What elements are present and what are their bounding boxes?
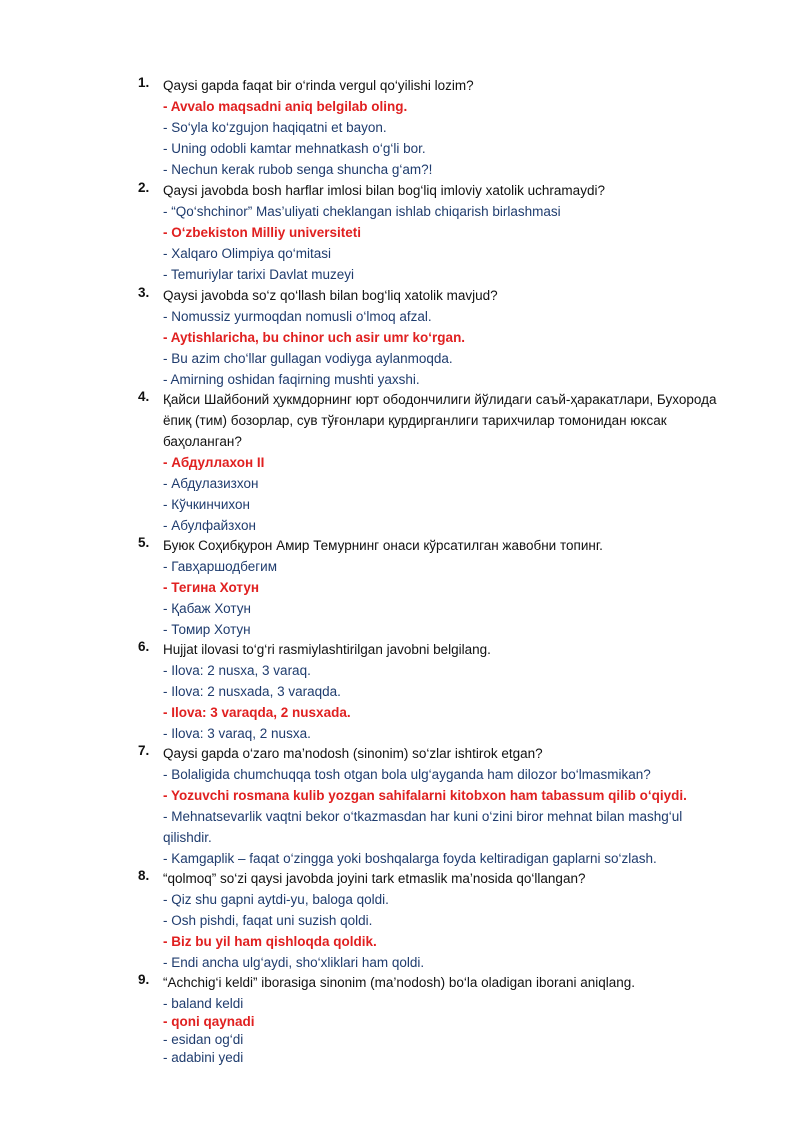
question-text: Буюк Соҳибқурон Амир Темурнинг онаси кўрсатилган жавобни топинг. — [163, 538, 603, 553]
answer-option: - Томир Хотун — [163, 622, 251, 637]
answer-option: - Temuriylar tarixi Davlat muzeyi — [163, 267, 355, 282]
answer-option: - Ilova: 2 nusxada, 3 varaqda. — [163, 684, 341, 699]
question-text: Qaysi javobda so‘z qo‘llash bilan bog‘liq xatolik mavjud? — [163, 288, 498, 303]
answer-option: - Amirning oshidan faqirning mushti yaxshi. — [163, 372, 420, 387]
answer-option: - Osh pishdi, faqat uni suzish qoldi. — [163, 913, 373, 928]
question-number: 7. — [138, 743, 150, 758]
question-text: Qaysi gapda o‘zaro ma’nodosh (sinonim) so‘zlar ishtirok etgan? — [163, 746, 543, 761]
answer-option: - Endi ancha ulg‘aydi, sho‘xliklari ham qoldi. — [163, 955, 425, 970]
answer-option-correct: - O‘zbekiston Milliy universiteti — [163, 225, 362, 240]
question-text-line: ёпиқ (тим) бозорлар, сув тўғонлари қурдирганлиги тарихчилар томонидан юксак — [163, 413, 667, 428]
answer-option-correct: - Aytishlaricha, bu chinor uch asir umr ko‘rgan. — [163, 330, 466, 345]
answer-option: - Bolaligida chumchuqqa tosh otgan bola ulg‘ayganda ham dilozor bo‘lmasmikan? — [163, 767, 651, 782]
answer-option: - Kamgaplik – faqat o‘zingga yoki boshqalarga foyda keltiradigan gaplarni so‘zlash. — [163, 851, 657, 866]
question-text: “Achchig‘i keldi” iborasiga sinonim (ma’nodosh) bo‘la oladigan iborani aniqlang. — [163, 975, 636, 990]
answer-option: - “Qo‘shchinor” Mas’uliyati cheklangan ishlab chiqarish birlashmasi — [163, 204, 561, 219]
answer-option-correct: - Biz bu yil ham qishloqda qoldik. — [163, 934, 377, 949]
question-number: 9. — [138, 972, 150, 987]
answer-option: - Nomussiz yurmoqdan nomusli o‘lmoq afzal. — [163, 309, 432, 324]
answer-option: - Ilova: 3 varaq, 2 nusxa. — [163, 726, 311, 741]
answer-option: - esidan og‘di — [163, 1032, 244, 1047]
question-text-line: баҳоланган? — [163, 434, 242, 449]
answer-option: - Nechun kerak rubob senga shuncha g‘am?! — [163, 162, 433, 177]
question-text: Hujjat ilovasi to‘g‘ri rasmiylashtirilgan javobni belgilang. — [163, 642, 491, 657]
answer-option: - Ilova: 2 nusxa, 3 varaq. — [163, 663, 311, 678]
answer-option: - Uning odobli kamtar mehnatkash o‘g‘li bor. — [163, 141, 426, 156]
question-number: 1. — [138, 75, 150, 90]
answer-option-correct: - qoni qaynadi — [163, 1014, 255, 1029]
answer-option: - adabini yedi — [163, 1050, 244, 1065]
answer-option-continuation: qilishdir. — [163, 830, 212, 845]
answer-option: - Абулфайзхон — [163, 518, 256, 533]
question-text-line: Қайси Шайбоний ҳукмдорнинг юрт ободончилиги йўлидаги саъй-ҳаракатлари, Бухорода — [163, 392, 717, 407]
answer-option: - Гавҳаршодбегим — [163, 559, 277, 574]
answer-option: - Xalqaro Olimpiya qo‘mitasi — [163, 246, 332, 261]
answer-option: - Qiz shu gapni aytdi-yu, baloga qoldi. — [163, 892, 389, 907]
answer-option: - Mehnatsevarlik vaqtni bekor o‘tkazmasdan har kuni o‘zini biror mehnat bilan mashg‘ul — [163, 809, 683, 824]
question-text: “qolmoq” so‘zi qaysi javobda joyini tark etmaslik ma’nosida qo‘llangan? — [163, 871, 586, 886]
answer-option-correct: - Avvalo maqsadni aniq belgilab oling. — [163, 99, 408, 114]
answer-option-correct: - Тегина Хотун — [163, 580, 260, 595]
answer-option: - Bu azim cho‘llar gullagan vodiyga aylanmoqda. — [163, 351, 453, 366]
question-number: 3. — [138, 285, 150, 300]
answer-option-correct: - Ilova: 3 varaqda, 2 nusxada. — [163, 705, 351, 720]
question-number: 4. — [138, 389, 150, 404]
question-number: 2. — [138, 180, 150, 195]
answer-option-correct: - Абдуллахон II — [163, 455, 265, 470]
question-text: Qaysi javobda bosh harflar imlosi bilan bog‘liq imloviy xatolik uchramaydi? — [163, 183, 605, 198]
question-number: 6. — [138, 639, 150, 654]
answer-option: - So‘yla ko‘zgujon haqiqatni et bayon. — [163, 120, 387, 135]
question-text: Qaysi gapda faqat bir o‘rinda vergul qo‘yilishi lozim? — [163, 78, 474, 93]
answer-option-correct: - Yozuvchi rosmana kulib yozgan sahifalarni kitobxon ham tabassum qilib o‘qiydi. — [163, 788, 687, 803]
question-number: 5. — [138, 535, 150, 550]
question-number: 8. — [138, 868, 150, 883]
answer-option: - Абдулазизхон — [163, 476, 259, 491]
answer-option: - Қабаж Хотун — [163, 601, 251, 616]
answer-option: - Кўчкинчихон — [163, 497, 250, 512]
answer-option: - baland keldi — [163, 996, 244, 1011]
